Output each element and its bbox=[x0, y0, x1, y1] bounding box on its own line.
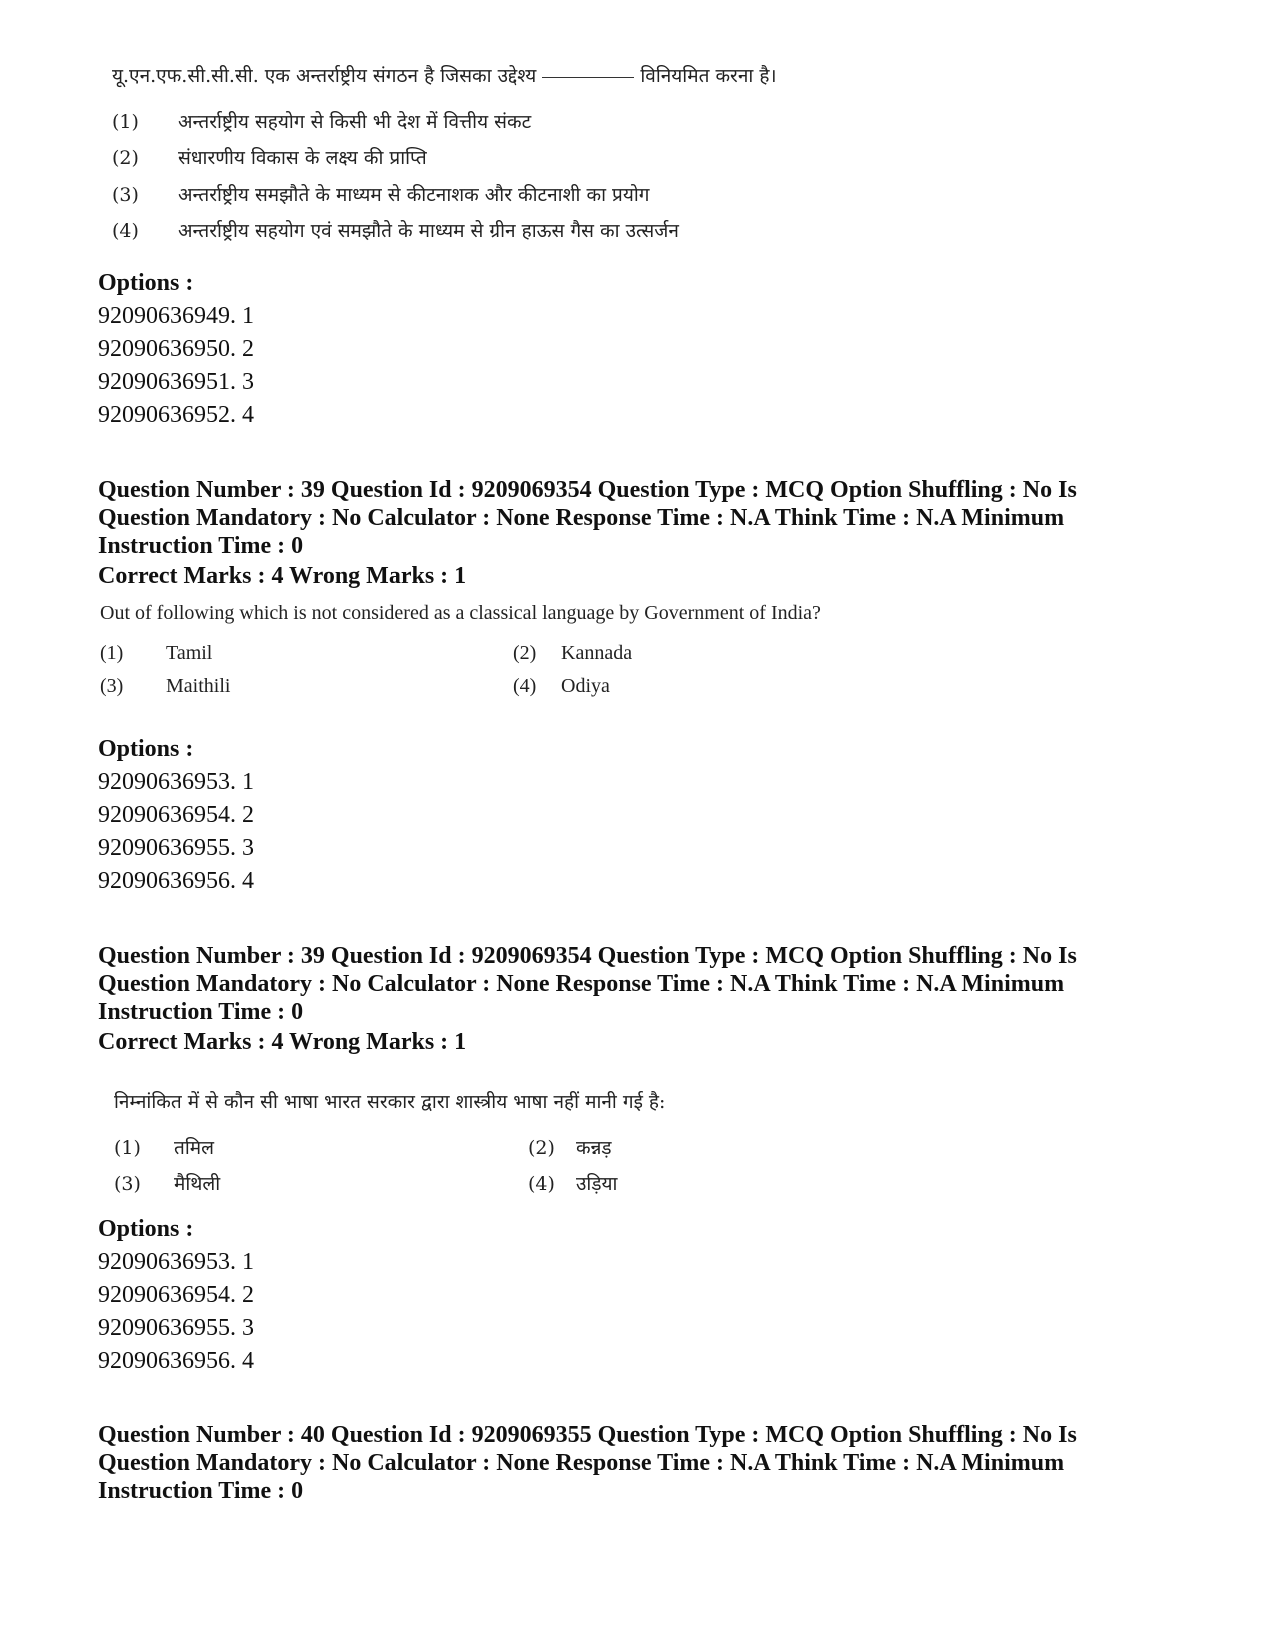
meta-line: Instruction Time : 0 bbox=[98, 1478, 304, 1504]
meta-line: Question Mandatory : No Calculator : None Response Time : N.A Think Time : N.A Minimum bbox=[98, 505, 1065, 531]
fill-blank bbox=[542, 77, 634, 78]
meta-line: Question Mandatory : No Calculator : None Response Time : N.A Think Time : N.A Minimum bbox=[98, 1450, 1065, 1476]
meta-line: Instruction Time : 0 bbox=[98, 533, 304, 559]
marks-line: Correct Marks : 4 Wrong Marks : 1 bbox=[98, 563, 467, 589]
stem-after-blank: विनियमित करना है। bbox=[640, 65, 777, 87]
meta-line: Question Number : 39 Question Id : 9209069354 Question Type : MCQ Option Shuffling : No Is bbox=[98, 477, 1077, 503]
marks-line: Correct Marks : 4 Wrong Marks : 1 bbox=[98, 1029, 467, 1055]
option-3: (3) अन्तर्राष्ट्रीय समझौते के माध्यम से कीटनाशक और कीटनाशी का प्रयोग bbox=[112, 184, 650, 206]
option-id-line: 92090636954. 2 bbox=[98, 802, 254, 828]
option-id-line: 92090636955. 3 bbox=[98, 835, 254, 861]
option-3: (3) Maithili bbox=[100, 675, 231, 697]
option-id-line: 92090636949. 1 bbox=[98, 303, 254, 329]
option-id-line: 92090636954. 2 bbox=[98, 1282, 254, 1308]
question-stem bbox=[112, 62, 777, 88]
meta-line: Question Mandatory : No Calculator : None Response Time : N.A Think Time : N.A Minimum bbox=[98, 971, 1065, 997]
option-4: (4) Odiya bbox=[513, 675, 610, 697]
option-id-line: 92090636951. 3 bbox=[98, 369, 254, 395]
option-2: (2) Kannada bbox=[513, 642, 633, 664]
question-meta bbox=[98, 1421, 1178, 1505]
meta-line: Instruction Time : 0 bbox=[98, 999, 304, 1025]
option-4: (4) उड़िया bbox=[528, 1173, 618, 1195]
option-id-line: 92090636950. 2 bbox=[98, 336, 254, 362]
options-heading: Options : bbox=[98, 736, 194, 762]
options-heading: Options : bbox=[98, 1216, 194, 1242]
question-stem: निम्नांकित में से कौन सी भाषा भारत सरकार द्वारा शास्त्रीय भाषा नहीं मानी गई है: bbox=[114, 1091, 666, 1113]
option-id-line: 92090636956. 4 bbox=[98, 1348, 254, 1374]
stem-before-blank: यू.एन.एफ.सी.सी.सी. एक अन्तर्राष्ट्रीय संगठन है जिसका उद्देश्य bbox=[112, 65, 537, 87]
option-id-line: 92090636953. 1 bbox=[98, 769, 254, 795]
option-1: (1) Tamil bbox=[100, 642, 213, 664]
option-3: (3) मैथिली bbox=[114, 1173, 221, 1195]
option-id-line: 92090636955. 3 bbox=[98, 1315, 254, 1341]
question-38-hindi-image bbox=[112, 60, 852, 250]
question-stem: Out of following which is not considered as a classical language by Government of India? bbox=[100, 602, 821, 624]
options-heading: Options : bbox=[98, 270, 194, 296]
meta-line: Question Number : 40 Question Id : 9209069355 Question Type : MCQ Option Shuffling : No Is bbox=[98, 1422, 1077, 1448]
option-2: (2) कन्नड़ bbox=[528, 1137, 612, 1159]
meta-line: Question Number : 39 Question Id : 9209069354 Question Type : MCQ Option Shuffling : No Is bbox=[98, 943, 1077, 969]
question-meta bbox=[98, 476, 1178, 560]
option-id-line: 92090636952. 4 bbox=[98, 402, 254, 428]
question-39-hindi-image bbox=[114, 1086, 874, 1206]
question-39-english-image bbox=[100, 600, 900, 710]
question-meta bbox=[98, 942, 1178, 1026]
option-1: (1) तमिल bbox=[114, 1137, 214, 1159]
option-2: (2) संधारणीय विकास के लक्ष्य की प्राप्ति bbox=[112, 147, 427, 169]
option-id-line: 92090636956. 4 bbox=[98, 868, 254, 894]
option-id-line: 92090636953. 1 bbox=[98, 1249, 254, 1275]
option-4: (4) अन्तर्राष्ट्रीय सहयोग एवं समझौते के माध्यम से ग्रीन हाऊस गैस का उत्सर्जन bbox=[112, 220, 679, 242]
option-1: (1) अन्तर्राष्ट्रीय सहयोग से किसी भी देश में वित्तीय संकट bbox=[112, 111, 532, 133]
